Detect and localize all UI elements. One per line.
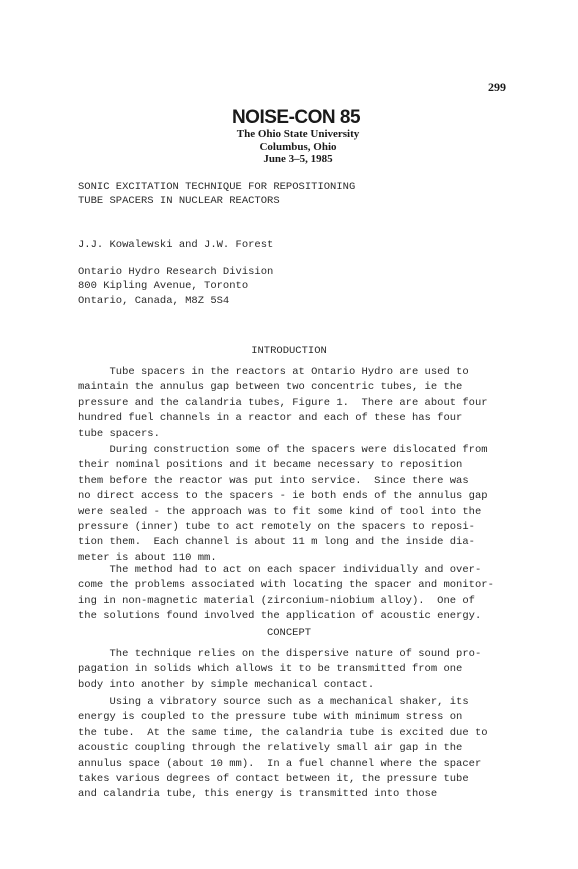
conference-dates: June 3–5, 1985 — [263, 153, 333, 165]
paper-title-line-2: TUBE SPACERS IN NUCLEAR REACTORS — [78, 195, 280, 207]
conference-masthead — [0, 108, 578, 166]
paragraph-intro-1: Tube spacers in the reactors at Ontario Hydro are used to maintain the annulus gap between two concentric tubes, ie the pressure and the calandria tubes, Figure 1. There are about four hundred fuel channels in a reactor and each of these has four tube spacers. — [78, 366, 488, 440]
affiliation-line-1: Ontario Hydro Research Division — [78, 266, 274, 278]
page-number: 299 — [488, 80, 506, 94]
concept-heading: CONCEPT — [266, 627, 312, 639]
paragraph-intro-2: During construction some of the spacers were dislocated from their nominal positions and it became necessary to reposition them before the reactor was put into service. Since there was no direct access to the spacers - ie both ends of the annulus gap were sealed - the approach was to fit some kind of tool into the pressure (inner) tube to act remotely on the spacers to reposi- tion them. Each channel is about 11 m long and the inside dia- meter is about 110 mm. — [78, 444, 488, 564]
university-name: The Ohio State University — [236, 128, 360, 140]
paragraph-intro-3: The method had to act on each spacer individually and over- come the problems associated with locating the spacer and monitor- ing in non-magnetic material (zirconium-niobium alloy). One of the solutions found involved the application of acoustic energy. — [78, 564, 494, 623]
affiliation-line-3: Ontario, Canada, M8Z 5S4 — [78, 295, 230, 307]
introduction-heading: INTRODUCTION — [251, 345, 327, 357]
conference-city: Columbus, Ohio — [259, 140, 337, 153]
affiliation-line-2: 800 Kipling Avenue, Toronto — [78, 280, 249, 292]
paragraph-concept-1: The technique relies on the dispersive nature of sound pro- pagation in solids which allows it to be transmitted from one body into another by simple mechanical contact. — [78, 648, 482, 691]
paper-authors: J.J. Kowalewski and J.W. Forest — [78, 239, 274, 251]
paragraph-concept-2: Using a vibratory source such as a mechanical shaker, its energy is coupled to the pressure tube with minimum stress on the tube. At the same time, the calandria tube is excited due to acoustic coupling through the relatively small air gap in the annulus space (about 10 mm). In a fuel channel where the spacer takes various degrees of contact between it, the pressure tube and calandria tube, this energy is transmitted into those — [78, 696, 488, 801]
paper-title-line-1: SONIC EXCITATION TECHNIQUE FOR REPOSITIONING — [78, 181, 356, 193]
conference-name: NOISE-CON 85 — [231, 107, 361, 128]
